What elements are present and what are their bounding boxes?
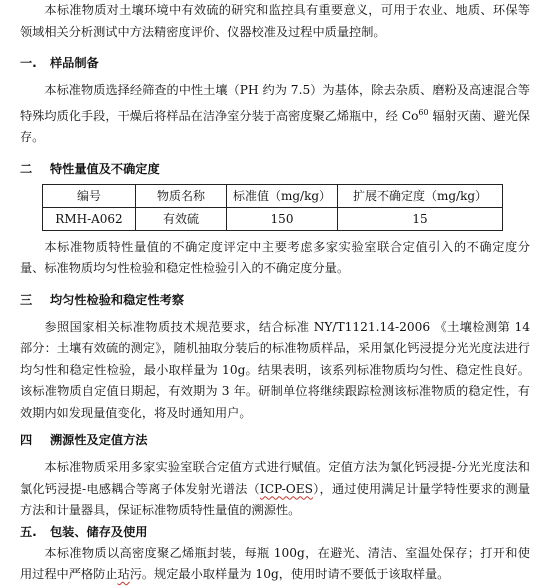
spellcheck-marked-char: 玷	[117, 567, 130, 582]
table-row	[43, 207, 503, 230]
section-1-text-a: 本标准物质选择经筛查的中性土壤（PH 约为 7.5）为基体，除去杂质、磨粉及高速混合等特殊均质化手段，干燥后将样品在洁净室分装于高密度聚乙烯瓶中，经 Co	[20, 83, 530, 123]
section-1-number: 一.	[20, 56, 37, 70]
section-4-heading	[20, 430, 530, 451]
property-value-table	[42, 184, 503, 231]
section-2-heading	[20, 159, 530, 180]
cobalt-isotope-superscript: 60	[418, 107, 429, 117]
section-1-title: 样品制备	[50, 56, 99, 70]
intro-paragraph: 本标准物质对土壤环境中有效硫的研究和监控具有重要意义，可用于农业、地质、环保等领域相关分析测试中方法精密度评价、仪器校准及过程中质量控制。	[20, 3, 530, 39]
section-4-text-b: ），通过使用满足计量学特性要求的测量方法和计量器具，保证标准物质特性量值的溯源性。	[20, 481, 531, 518]
section-3-title: 均匀性检验和稳定性考察	[50, 292, 185, 307]
section-5-number: 五.	[20, 524, 37, 539]
section-4-title: 溯源性及定值方法	[50, 433, 148, 448]
cell-standard-value: 150	[227, 207, 338, 230]
section-1-heading	[20, 53, 530, 74]
section-3-paragraph: 参照国家相关标准物质技术规范要求，结合标准 NY/T1121.14-2006 《土壤检测第 14 部分：土壤有效硫的测定》，随机抽取分装后的标准物质样品，采用氯化钙浸提分光光度法进行均匀性和稳定性检验，最小取样量为 10g。结果表明，该系列标准物质均匀性、稳定性良好。该标准物质自定值日期起，有效期为 3 年。研制单位将继续跟踪检测该标准物质的稳定性，有效期内如发现量值变化，将及时通知用户。	[20, 319, 530, 420]
section-4-text-a: 本标准物质采用多家实验室联合定值方式进行赋值。定值方法为氯化钙浸提-分光光度法和氯化钙浸提-电感耦合等离子体发射光谱法（	[20, 460, 530, 496]
header-substance: 物质名称	[136, 184, 227, 207]
section-4-number: 四	[20, 433, 33, 448]
section-5-heading	[20, 522, 530, 543]
header-uncertainty: 扩展不确定度（mg/kg）	[338, 184, 503, 207]
cell-code: RMH-A062	[43, 207, 136, 230]
section-3-heading	[20, 290, 530, 311]
section-5-text-b: 污。规定最小取样量为 10g，使用时请不要低于该取样量。	[129, 567, 450, 582]
section-2-title: 特性量值及不确定度	[50, 161, 160, 176]
section-2-number: 二	[20, 161, 33, 176]
table-header-row	[43, 184, 503, 207]
header-standard-value: 标准值（mg/kg）	[227, 184, 338, 207]
section-1-paragraph	[20, 80, 530, 149]
section-5-paragraph	[20, 543, 530, 586]
section-2-paragraph: 本标准物质特性量值的不确定度评定中主要考虑多家实验室联合定值引入的不确定度分量、标准物质均匀性检验和稳定性检验引入的不确定度分量。	[20, 239, 530, 276]
cell-substance: 有效硫	[136, 207, 227, 230]
section-4-paragraph	[20, 457, 530, 522]
section-1-text-b: 辐射灭菌、避光保存。	[20, 108, 530, 145]
section-5-text-a: 本标准物质以高密度聚乙烯瓶封装，每瓶 100g，在避光、清洁、室温处保存；打开和使用过程中严格防止	[20, 545, 530, 582]
icp-oes-marked-text: ICP-OES	[259, 481, 313, 496]
cell-uncertainty: 15	[338, 207, 503, 230]
header-code: 编号	[43, 184, 136, 207]
section-5-title: 包装、储存及使用	[50, 524, 148, 539]
section-3-number: 三	[20, 292, 33, 307]
